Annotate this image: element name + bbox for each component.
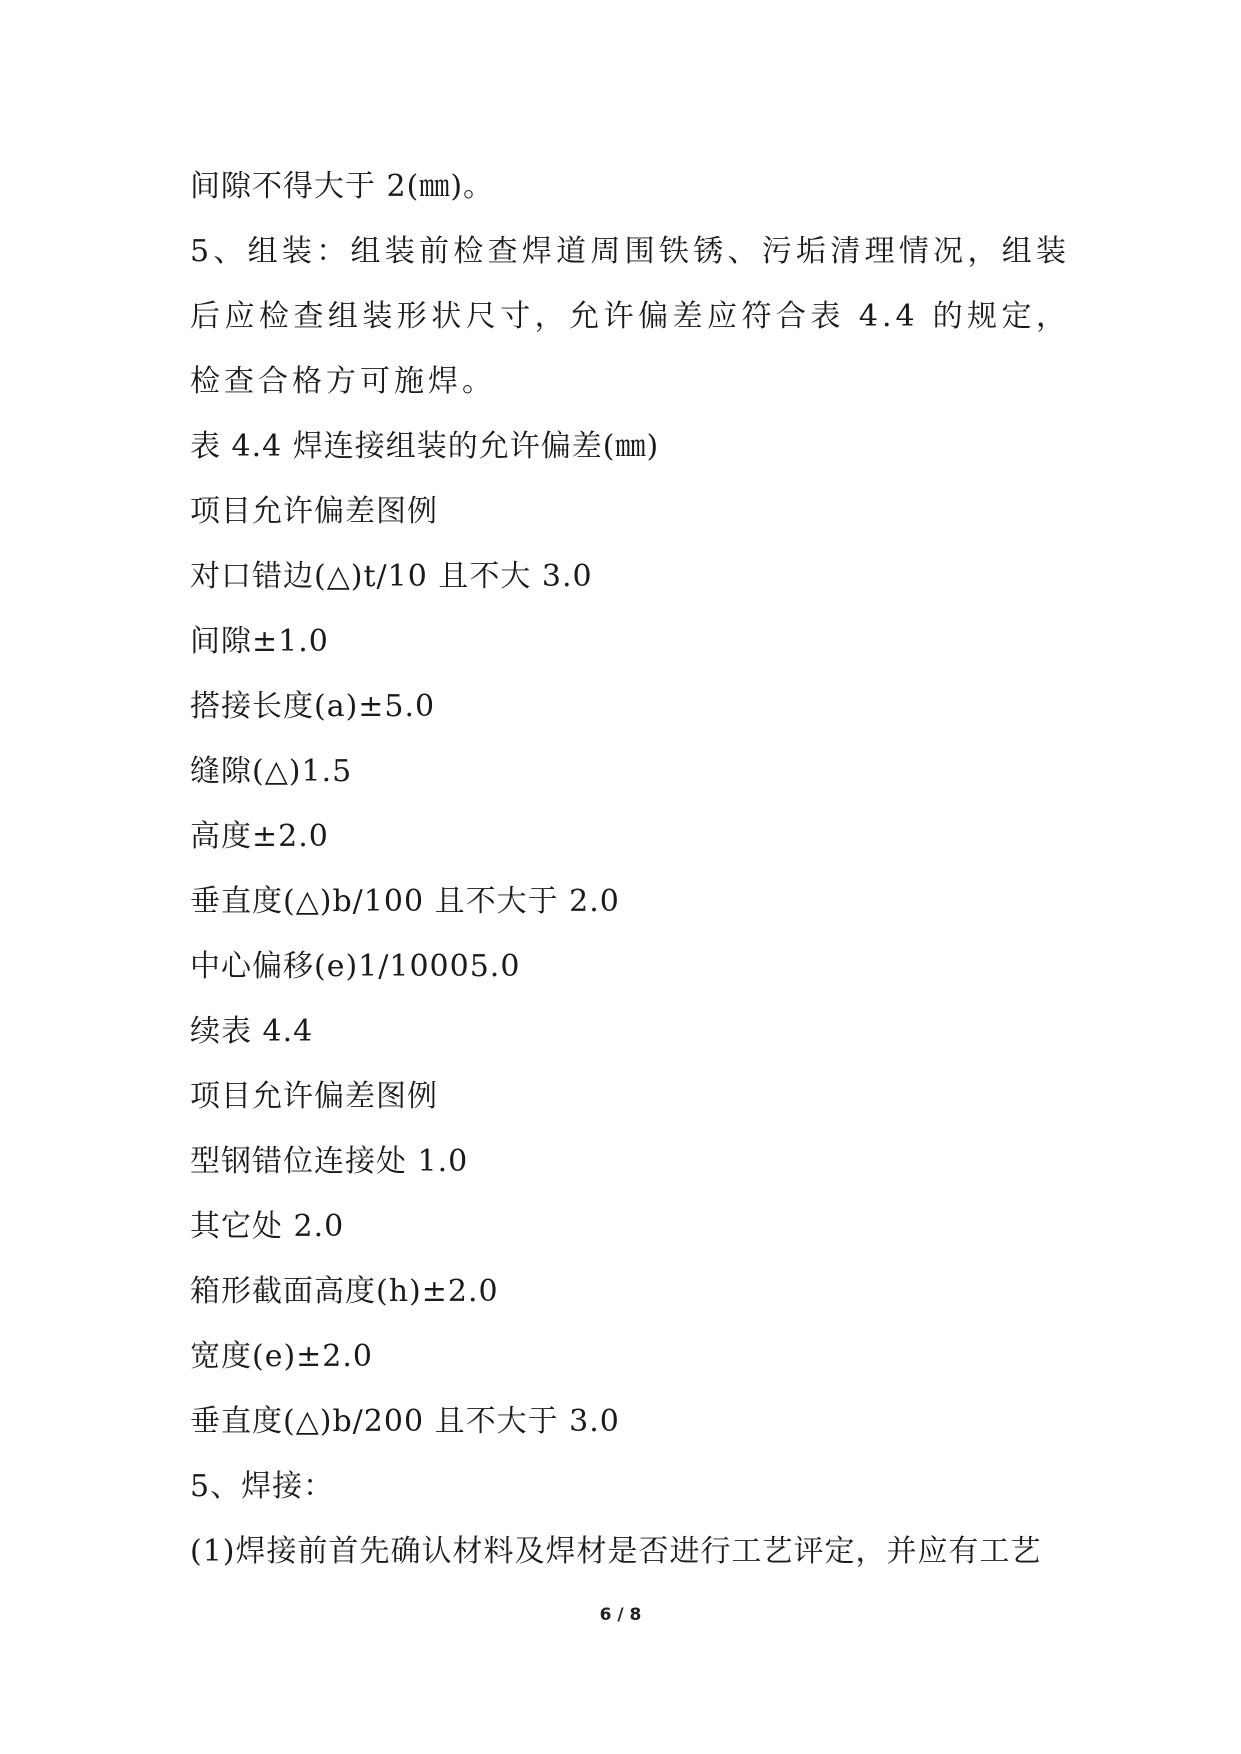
table-row: 高度±2.0 <box>190 819 329 854</box>
table-row: 间隙±1.0 <box>190 624 329 659</box>
page-number: 6 / 8 <box>599 1605 642 1625</box>
table-row: 缝隙(△)1.5 <box>190 754 353 789</box>
table-row: 垂直度(△)b/100 且不大于 2.0 <box>190 884 620 919</box>
page-body <box>190 154 1070 1584</box>
table-row: 中心偏移(e)1/10005.0 <box>190 949 521 984</box>
table-row: 垂直度(△)b/200 且不大于 3.0 <box>190 1404 620 1439</box>
table-row: 对口错边(△)t/10 且不大 3.0 <box>190 559 593 594</box>
table-continued-caption: 续表 4.4 <box>190 1014 314 1049</box>
paragraph-assembly: 5、组装：组装前检查焊道周围铁锈、污垢清理情况，组装后应检查组装形状尺寸，允许偏差应符合表 4.4 的规定，检查合格方可施焊。 <box>190 234 1070 399</box>
text-line: (1)焊接前首先确认材料及焊材是否进行工艺评定，并应有工艺 <box>190 1534 1042 1569</box>
table-header-row: 项目允许偏差图例 <box>190 494 438 529</box>
table-row: 箱形截面高度(h)±2.0 <box>190 1274 499 1309</box>
table-row: 其它处 2.0 <box>190 1209 345 1244</box>
table-row: 搭接长度(a)±5.0 <box>190 689 436 724</box>
table-row: 型钢错位连接处 1.0 <box>190 1144 469 1179</box>
text-line: 间隙不得大于 2(㎜)。 <box>190 169 495 204</box>
section-heading-welding: 5、焊接： <box>190 1469 335 1504</box>
table-caption: 表 4.4 焊连接组装的允许偏差(㎜) <box>190 429 660 464</box>
table-header-row: 项目允许偏差图例 <box>190 1079 438 1114</box>
table-row: 宽度(e)±2.0 <box>190 1339 374 1374</box>
